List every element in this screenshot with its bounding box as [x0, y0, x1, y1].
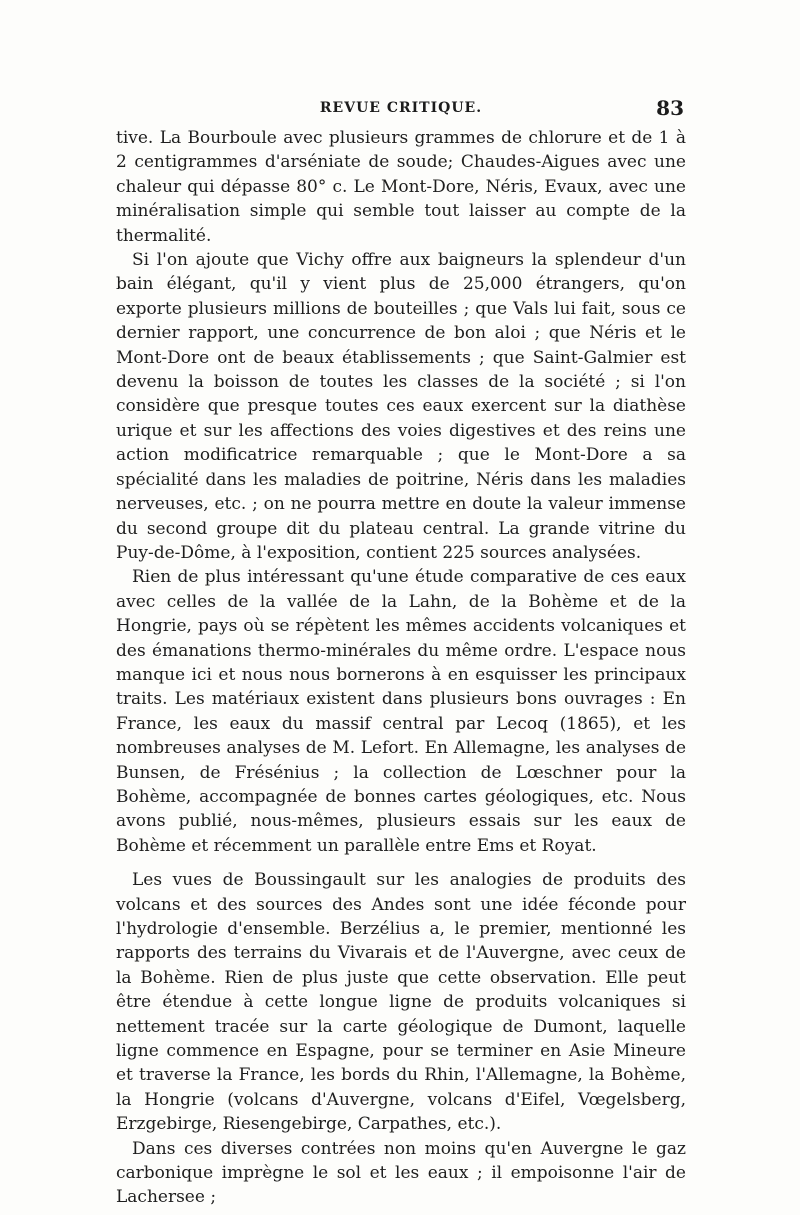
- paragraph-1: tive. La Bourboule avec plusieurs grammes de chlorure et de 1 à 2 centigrammes d'arséniate de soude; Chaudes-Aigues avec une chaleur qui dépasse 80° c. Le Mont-Dore, Néris, Evaux, avec une minéralisation simple qui semble tout laisser au compte de la thermalité.: [116, 128, 686, 246]
- page-number: 83: [656, 96, 684, 120]
- running-title: REVUE CRITIQUE.: [319, 100, 483, 116]
- paragraph-4: Les vues de Boussingault sur les analogies de produits des volcans et des sources des Andes sont une idée féconde pour l'hydrologie d'ensemble. Berzélius a, le premier, mentionné les rapports des terrains du Vivarais et de l'Auvergne, avec ceux de la Bohème. Rien de plus juste que cette observation. Elle peut être étendue à cette longue ligne de produits volcaniques si nettement tracée sur la carte géologique de Dumont, laquelle ligne commence en Espagne, pour se terminer en Asie Mineure et traverse la France, les bords du Rhin, l'Allemagne, la Bohème, la Hongrie (volcans d'Auvergne, volcans d'Eifel, Vœgelsberg, Erzgebirge, Riesengebirge, Carpathes, etc.).: [116, 870, 686, 1135]
- paragraph-2: Si l'on ajoute que Vichy offre aux baigneurs la splendeur d'un bain élégant, qu'il y vient plus de 25,000 étrangers, qu'on exporte plusieurs millions de bouteilles ; que Vals lui fait, sous ce dernier rapport, une concurrence de bon aloi ; que Néris et le Mont-Dore ont de beaux établissements ; que Saint-Galmier est devenu la boisson de toutes les classes de la société ; si l'on considère que presque toutes ces eaux exercent sur la diathèse urique et sur les affections des voies digestives et des reins une action modificatrice remarquable ; que le Mont-Dore a sa spécialité dans les maladies de poitrine, Néris dans les maladies nerveuses, etc. ; on ne pourra mettre en doute la valeur immense du second groupe dit du plateau central. La grande vitrine du Puy-de-Dôme, à l'exposition, contient 225 sources analysées.: [116, 250, 686, 563]
- paragraph-5: Dans ces diverses contrées non moins qu'en Auvergne le gaz carbonique imprègne le sol et les eaux ; il empoisonne l'air de Lachersee ;: [116, 1138, 686, 1208]
- body-text: [116, 126, 686, 1210]
- paragraph-3: Rien de plus intéressant qu'une étude comparative de ces eaux avec celles de la vallée de la Lahn, de la Bohème et de la Hongrie, pays où se répètent les mêmes accidents volcaniques et des émanations thermo-minérales du même ordre. L'espace nous manque ici et nous nous bornerons à en esquisser les principaux traits. Les matériaux existent dans plusieurs bons ouvrages : En France, les eaux du massif central par Lecoq (1865), et les nombreuses analyses de M. Lefort. En Allemagne, les analyses de Bunsen, de Frésénius ; la collection de Lœschner pour la Bohème, accompagnée de bonnes cartes géologiques, etc. Nous avons publié, nous-mêmes, plusieurs essais sur les eaux de Bohème et récemment un parallèle entre Ems et Royat.: [116, 567, 686, 856]
- page-header: [116, 96, 686, 120]
